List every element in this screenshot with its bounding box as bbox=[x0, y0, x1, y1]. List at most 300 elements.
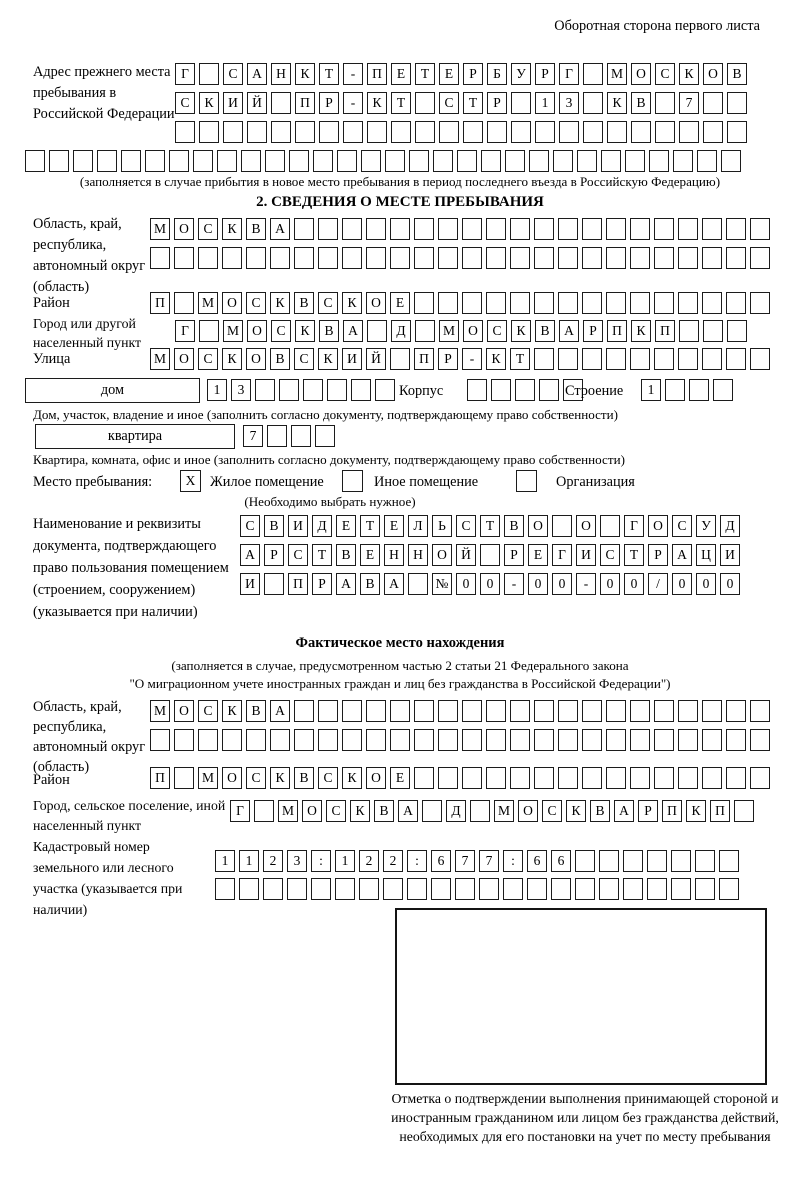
form-cell[interactable]: К bbox=[318, 348, 338, 370]
form-cell[interactable]: Г bbox=[175, 63, 195, 85]
form-cell[interactable]: К bbox=[607, 92, 627, 114]
form-cell[interactable]: В bbox=[319, 320, 339, 342]
form-cell[interactable] bbox=[631, 121, 651, 143]
form-cell[interactable] bbox=[655, 121, 675, 143]
form-cell[interactable] bbox=[623, 850, 643, 872]
form-cell[interactable] bbox=[655, 92, 675, 114]
form-cell[interactable] bbox=[606, 247, 626, 269]
form-cell[interactable]: К bbox=[270, 767, 290, 789]
form-cell[interactable] bbox=[599, 878, 619, 900]
form-cell[interactable] bbox=[193, 150, 213, 172]
form-cell[interactable] bbox=[390, 348, 410, 370]
form-cell[interactable] bbox=[366, 700, 386, 722]
form-cell[interactable] bbox=[649, 150, 669, 172]
form-cell[interactable] bbox=[486, 729, 506, 751]
form-cell[interactable] bbox=[535, 121, 555, 143]
form-cell[interactable]: : bbox=[503, 850, 523, 872]
form-cell[interactable] bbox=[199, 121, 219, 143]
form-cell[interactable] bbox=[726, 218, 746, 240]
form-cell[interactable]: Р bbox=[648, 544, 668, 566]
form-cell[interactable]: А bbox=[559, 320, 579, 342]
form-cell[interactable] bbox=[438, 700, 458, 722]
form-cell[interactable]: Ь bbox=[432, 515, 452, 537]
form-cell[interactable] bbox=[606, 767, 626, 789]
form-cell[interactable] bbox=[438, 292, 458, 314]
form-cell[interactable]: И bbox=[720, 544, 740, 566]
form-cell[interactable] bbox=[552, 515, 572, 537]
form-cell[interactable]: С bbox=[487, 320, 507, 342]
form-cell[interactable]: А bbox=[384, 573, 404, 595]
form-cell[interactable] bbox=[750, 218, 770, 240]
form-cell[interactable] bbox=[606, 348, 626, 370]
form-cell[interactable] bbox=[415, 320, 435, 342]
form-cell[interactable] bbox=[480, 544, 500, 566]
form-cell[interactable]: О bbox=[463, 320, 483, 342]
form-cell[interactable]: С bbox=[198, 218, 218, 240]
form-cell[interactable]: М bbox=[278, 800, 298, 822]
form-cell[interactable]: Р bbox=[312, 573, 332, 595]
form-cell[interactable] bbox=[703, 121, 723, 143]
form-cell[interactable]: Е bbox=[384, 515, 404, 537]
form-cell[interactable] bbox=[606, 700, 626, 722]
form-cell[interactable]: К bbox=[295, 320, 315, 342]
form-cell[interactable] bbox=[198, 247, 218, 269]
form-cell[interactable] bbox=[414, 700, 434, 722]
form-cell[interactable] bbox=[270, 729, 290, 751]
form-cell[interactable] bbox=[407, 878, 427, 900]
form-cell[interactable] bbox=[415, 121, 435, 143]
form-cell[interactable] bbox=[175, 121, 195, 143]
form-cell[interactable] bbox=[439, 121, 459, 143]
form-cell[interactable] bbox=[583, 92, 603, 114]
form-cell[interactable]: С bbox=[271, 320, 291, 342]
form-cell[interactable]: О bbox=[174, 348, 194, 370]
form-cell[interactable] bbox=[414, 218, 434, 240]
form-cell[interactable]: 1 bbox=[335, 850, 355, 872]
form-cell[interactable] bbox=[558, 729, 578, 751]
form-cell[interactable]: А bbox=[343, 320, 363, 342]
form-cell[interactable]: Г bbox=[175, 320, 195, 342]
form-cell[interactable]: 0 bbox=[672, 573, 692, 595]
form-cell[interactable] bbox=[719, 850, 739, 872]
form-cell[interactable]: А bbox=[270, 700, 290, 722]
form-cell[interactable] bbox=[750, 700, 770, 722]
form-cell[interactable]: Т bbox=[624, 544, 644, 566]
form-cell[interactable] bbox=[558, 292, 578, 314]
form-cell[interactable]: С bbox=[288, 544, 308, 566]
form-cell[interactable]: С bbox=[318, 767, 338, 789]
form-cell[interactable]: 2 bbox=[263, 850, 283, 872]
form-cell[interactable] bbox=[335, 878, 355, 900]
form-cell[interactable]: Е bbox=[336, 515, 356, 537]
form-cell[interactable] bbox=[582, 729, 602, 751]
form-cell[interactable]: В bbox=[264, 515, 284, 537]
form-cell[interactable]: 6 bbox=[527, 850, 547, 872]
form-cell[interactable] bbox=[750, 348, 770, 370]
form-cell[interactable]: С bbox=[318, 292, 338, 314]
form-cell[interactable]: О bbox=[174, 700, 194, 722]
form-cell[interactable] bbox=[486, 247, 506, 269]
form-cell[interactable] bbox=[367, 121, 387, 143]
form-cell[interactable]: В bbox=[504, 515, 524, 537]
form-cell[interactable] bbox=[150, 247, 170, 269]
form-cell[interactable] bbox=[291, 425, 311, 447]
form-cell[interactable]: 7 bbox=[243, 425, 263, 447]
form-cell[interactable]: И bbox=[223, 92, 243, 114]
form-cell[interactable]: Н bbox=[271, 63, 291, 85]
form-cell[interactable]: К bbox=[631, 320, 651, 342]
form-cell[interactable] bbox=[241, 150, 261, 172]
form-cell[interactable]: Е bbox=[439, 63, 459, 85]
form-cell[interactable]: 2 bbox=[383, 850, 403, 872]
form-cell[interactable]: О bbox=[302, 800, 322, 822]
form-cell[interactable] bbox=[255, 379, 275, 401]
form-cell[interactable]: - bbox=[504, 573, 524, 595]
form-cell[interactable] bbox=[534, 700, 554, 722]
form-cell[interactable] bbox=[366, 247, 386, 269]
form-cell[interactable] bbox=[750, 292, 770, 314]
form-cell[interactable] bbox=[505, 150, 525, 172]
form-cell[interactable]: Т bbox=[312, 544, 332, 566]
form-cell[interactable] bbox=[510, 729, 530, 751]
form-cell[interactable] bbox=[510, 247, 530, 269]
form-cell[interactable] bbox=[703, 320, 723, 342]
form-cell[interactable] bbox=[726, 729, 746, 751]
form-cell[interactable]: Т bbox=[463, 92, 483, 114]
form-cell[interactable]: - bbox=[576, 573, 596, 595]
form-cell[interactable]: О bbox=[222, 292, 242, 314]
form-cell[interactable] bbox=[678, 247, 698, 269]
form-cell[interactable]: 0 bbox=[552, 573, 572, 595]
form-cell[interactable]: Е bbox=[360, 544, 380, 566]
form-cell[interactable] bbox=[246, 247, 266, 269]
form-cell[interactable] bbox=[558, 700, 578, 722]
form-cell[interactable]: 0 bbox=[456, 573, 476, 595]
form-cell[interactable]: № bbox=[432, 573, 452, 595]
form-cell[interactable] bbox=[678, 218, 698, 240]
form-cell[interactable]: У bbox=[696, 515, 716, 537]
form-cell[interactable]: П bbox=[710, 800, 730, 822]
form-cell[interactable] bbox=[630, 292, 650, 314]
form-cell[interactable] bbox=[702, 292, 722, 314]
form-cell[interactable] bbox=[654, 247, 674, 269]
form-cell[interactable]: П bbox=[414, 348, 434, 370]
form-cell[interactable]: Т bbox=[391, 92, 411, 114]
form-cell[interactable] bbox=[678, 700, 698, 722]
form-cell[interactable]: М bbox=[607, 63, 627, 85]
form-cell[interactable] bbox=[689, 379, 709, 401]
form-cell[interactable] bbox=[313, 150, 333, 172]
form-cell[interactable]: Л bbox=[408, 515, 428, 537]
form-cell[interactable] bbox=[606, 218, 626, 240]
form-cell[interactable]: В bbox=[246, 218, 266, 240]
form-cell[interactable]: О bbox=[518, 800, 538, 822]
form-cell[interactable] bbox=[491, 379, 511, 401]
form-cell[interactable]: 6 bbox=[431, 850, 451, 872]
form-cell[interactable] bbox=[174, 292, 194, 314]
form-cell[interactable] bbox=[294, 218, 314, 240]
form-cell[interactable] bbox=[239, 878, 259, 900]
form-cell[interactable] bbox=[665, 379, 685, 401]
form-cell[interactable]: 0 bbox=[600, 573, 620, 595]
form-cell[interactable] bbox=[582, 218, 602, 240]
form-cell[interactable]: 1 bbox=[215, 850, 235, 872]
form-cell[interactable]: П bbox=[662, 800, 682, 822]
form-cell[interactable] bbox=[713, 379, 733, 401]
form-cell[interactable] bbox=[438, 218, 458, 240]
form-cell[interactable]: С bbox=[294, 348, 314, 370]
form-cell[interactable] bbox=[510, 767, 530, 789]
form-cell[interactable] bbox=[97, 150, 117, 172]
form-cell[interactable] bbox=[327, 379, 347, 401]
form-cell[interactable]: И bbox=[288, 515, 308, 537]
form-cell[interactable]: А bbox=[240, 544, 260, 566]
form-cell[interactable] bbox=[270, 247, 290, 269]
form-cell[interactable] bbox=[289, 150, 309, 172]
form-cell[interactable] bbox=[606, 292, 626, 314]
form-cell[interactable] bbox=[247, 121, 267, 143]
form-cell[interactable] bbox=[534, 767, 554, 789]
form-cell[interactable] bbox=[303, 379, 323, 401]
form-cell[interactable] bbox=[342, 218, 362, 240]
form-cell[interactable]: М bbox=[439, 320, 459, 342]
form-cell[interactable] bbox=[390, 700, 410, 722]
form-cell[interactable] bbox=[582, 292, 602, 314]
form-cell[interactable]: Д bbox=[312, 515, 332, 537]
form-cell[interactable] bbox=[630, 348, 650, 370]
form-cell[interactable] bbox=[391, 121, 411, 143]
form-cell[interactable] bbox=[279, 379, 299, 401]
form-cell[interactable]: Н bbox=[384, 544, 404, 566]
form-cell[interactable] bbox=[583, 121, 603, 143]
form-cell[interactable]: С bbox=[198, 700, 218, 722]
form-cell[interactable]: Т bbox=[319, 63, 339, 85]
form-cell[interactable] bbox=[385, 150, 405, 172]
form-cell[interactable] bbox=[575, 878, 595, 900]
form-cell[interactable]: 3 bbox=[559, 92, 579, 114]
form-cell[interactable] bbox=[734, 800, 754, 822]
form-cell[interactable] bbox=[462, 292, 482, 314]
form-cell[interactable]: М bbox=[198, 292, 218, 314]
form-cell[interactable] bbox=[702, 218, 722, 240]
form-cell[interactable] bbox=[174, 247, 194, 269]
form-cell[interactable]: К bbox=[679, 63, 699, 85]
form-cell[interactable] bbox=[366, 218, 386, 240]
form-cell[interactable] bbox=[73, 150, 93, 172]
form-cell[interactable]: 6 bbox=[551, 850, 571, 872]
form-cell[interactable]: У bbox=[511, 63, 531, 85]
form-cell[interactable]: К bbox=[350, 800, 370, 822]
form-cell[interactable] bbox=[673, 150, 693, 172]
form-cell[interactable] bbox=[607, 121, 627, 143]
form-cell[interactable]: С bbox=[240, 515, 260, 537]
form-cell[interactable] bbox=[727, 92, 747, 114]
form-cell[interactable] bbox=[575, 850, 595, 872]
form-cell[interactable] bbox=[654, 292, 674, 314]
form-cell[interactable]: К bbox=[199, 92, 219, 114]
form-cell[interactable]: И bbox=[342, 348, 362, 370]
form-cell[interactable]: - bbox=[343, 92, 363, 114]
form-cell[interactable] bbox=[510, 700, 530, 722]
form-cell[interactable]: М bbox=[150, 218, 170, 240]
form-cell[interactable] bbox=[679, 320, 699, 342]
stay-type-checkbox-residential[interactable]: X bbox=[180, 470, 201, 492]
form-cell[interactable] bbox=[654, 218, 674, 240]
form-cell[interactable]: П bbox=[295, 92, 315, 114]
form-cell[interactable] bbox=[703, 92, 723, 114]
form-cell[interactable]: В bbox=[294, 767, 314, 789]
form-cell[interactable] bbox=[647, 850, 667, 872]
form-cell[interactable] bbox=[199, 320, 219, 342]
form-cell[interactable] bbox=[366, 729, 386, 751]
form-cell[interactable] bbox=[150, 729, 170, 751]
form-cell[interactable]: Ц bbox=[696, 544, 716, 566]
form-cell[interactable] bbox=[343, 121, 363, 143]
form-cell[interactable]: 1 bbox=[641, 379, 661, 401]
form-cell[interactable]: Г bbox=[230, 800, 250, 822]
form-cell[interactable] bbox=[294, 247, 314, 269]
form-cell[interactable] bbox=[174, 729, 194, 751]
form-cell[interactable]: 2 bbox=[359, 850, 379, 872]
form-cell[interactable]: К bbox=[295, 63, 315, 85]
form-cell[interactable] bbox=[318, 247, 338, 269]
form-cell[interactable]: О bbox=[528, 515, 548, 537]
form-cell[interactable] bbox=[515, 379, 535, 401]
form-cell[interactable]: О bbox=[366, 292, 386, 314]
form-cell[interactable]: С bbox=[600, 544, 620, 566]
form-cell[interactable] bbox=[623, 878, 643, 900]
form-cell[interactable]: Т bbox=[510, 348, 530, 370]
form-cell[interactable]: К bbox=[222, 700, 242, 722]
form-cell[interactable] bbox=[199, 63, 219, 85]
form-cell[interactable] bbox=[539, 379, 559, 401]
form-cell[interactable] bbox=[719, 878, 739, 900]
form-cell[interactable] bbox=[145, 150, 165, 172]
form-cell[interactable] bbox=[223, 121, 243, 143]
form-cell[interactable] bbox=[750, 247, 770, 269]
form-cell[interactable]: И bbox=[576, 544, 596, 566]
form-cell[interactable]: П bbox=[607, 320, 627, 342]
form-cell[interactable]: А bbox=[247, 63, 267, 85]
form-cell[interactable] bbox=[121, 150, 141, 172]
form-cell[interactable]: В bbox=[270, 348, 290, 370]
form-cell[interactable]: Т bbox=[415, 63, 435, 85]
form-cell[interactable] bbox=[169, 150, 189, 172]
form-cell[interactable]: К bbox=[367, 92, 387, 114]
form-cell[interactable]: К bbox=[486, 348, 506, 370]
form-cell[interactable] bbox=[702, 767, 722, 789]
form-cell[interactable] bbox=[414, 767, 434, 789]
form-cell[interactable]: О bbox=[576, 515, 596, 537]
form-cell[interactable]: О bbox=[631, 63, 651, 85]
form-cell[interactable] bbox=[315, 425, 335, 447]
form-cell[interactable] bbox=[577, 150, 597, 172]
form-cell[interactable] bbox=[438, 729, 458, 751]
form-cell[interactable] bbox=[599, 850, 619, 872]
form-cell[interactable] bbox=[702, 348, 722, 370]
form-cell[interactable]: С bbox=[175, 92, 195, 114]
form-cell[interactable]: П bbox=[150, 767, 170, 789]
form-cell[interactable]: Г bbox=[552, 544, 572, 566]
form-cell[interactable] bbox=[678, 729, 698, 751]
form-cell[interactable] bbox=[215, 878, 235, 900]
form-cell[interactable]: П bbox=[367, 63, 387, 85]
form-cell[interactable] bbox=[267, 425, 287, 447]
form-cell[interactable] bbox=[408, 573, 428, 595]
form-cell[interactable]: В bbox=[246, 700, 266, 722]
form-cell[interactable] bbox=[479, 878, 499, 900]
form-cell[interactable]: / bbox=[648, 573, 668, 595]
form-cell[interactable]: 3 bbox=[287, 850, 307, 872]
form-cell[interactable] bbox=[630, 218, 650, 240]
form-cell[interactable] bbox=[367, 320, 387, 342]
form-cell[interactable]: С bbox=[456, 515, 476, 537]
form-cell[interactable] bbox=[511, 92, 531, 114]
form-cell[interactable]: О bbox=[432, 544, 452, 566]
form-cell[interactable] bbox=[49, 150, 69, 172]
form-cell[interactable]: С bbox=[672, 515, 692, 537]
form-cell[interactable]: К bbox=[511, 320, 531, 342]
form-cell[interactable]: О bbox=[222, 767, 242, 789]
form-cell[interactable] bbox=[582, 700, 602, 722]
form-cell[interactable] bbox=[318, 729, 338, 751]
form-cell[interactable]: И bbox=[240, 573, 260, 595]
form-cell[interactable] bbox=[462, 729, 482, 751]
form-cell[interactable] bbox=[678, 767, 698, 789]
form-cell[interactable]: В bbox=[294, 292, 314, 314]
form-cell[interactable] bbox=[654, 729, 674, 751]
form-cell[interactable]: Й bbox=[247, 92, 267, 114]
form-cell[interactable] bbox=[726, 700, 746, 722]
form-cell[interactable]: 7 bbox=[479, 850, 499, 872]
form-cell[interactable]: М bbox=[494, 800, 514, 822]
form-cell[interactable]: Й bbox=[456, 544, 476, 566]
form-cell[interactable] bbox=[583, 63, 603, 85]
form-cell[interactable]: Р bbox=[463, 63, 483, 85]
form-cell[interactable]: Р bbox=[264, 544, 284, 566]
form-cell[interactable] bbox=[438, 767, 458, 789]
form-cell[interactable] bbox=[630, 247, 650, 269]
form-cell[interactable] bbox=[630, 700, 650, 722]
form-cell[interactable]: В bbox=[631, 92, 651, 114]
form-cell[interactable]: К bbox=[566, 800, 586, 822]
form-cell[interactable] bbox=[414, 729, 434, 751]
form-cell[interactable] bbox=[654, 348, 674, 370]
form-cell[interactable] bbox=[222, 729, 242, 751]
form-cell[interactable] bbox=[671, 878, 691, 900]
form-cell[interactable] bbox=[726, 292, 746, 314]
form-cell[interactable] bbox=[630, 729, 650, 751]
form-cell[interactable]: - bbox=[462, 348, 482, 370]
form-cell[interactable] bbox=[727, 320, 747, 342]
form-cell[interactable]: Р bbox=[638, 800, 658, 822]
form-cell[interactable] bbox=[294, 700, 314, 722]
form-cell[interactable] bbox=[263, 878, 283, 900]
form-cell[interactable] bbox=[534, 218, 554, 240]
form-cell[interactable] bbox=[654, 767, 674, 789]
form-cell[interactable]: А bbox=[270, 218, 290, 240]
form-cell[interactable] bbox=[375, 379, 395, 401]
form-cell[interactable] bbox=[294, 729, 314, 751]
form-cell[interactable] bbox=[534, 292, 554, 314]
form-cell[interactable] bbox=[553, 150, 573, 172]
form-cell[interactable] bbox=[217, 150, 237, 172]
form-cell[interactable] bbox=[383, 878, 403, 900]
form-cell[interactable] bbox=[510, 292, 530, 314]
form-cell[interactable] bbox=[422, 800, 442, 822]
form-cell[interactable]: С bbox=[439, 92, 459, 114]
form-cell[interactable] bbox=[695, 878, 715, 900]
